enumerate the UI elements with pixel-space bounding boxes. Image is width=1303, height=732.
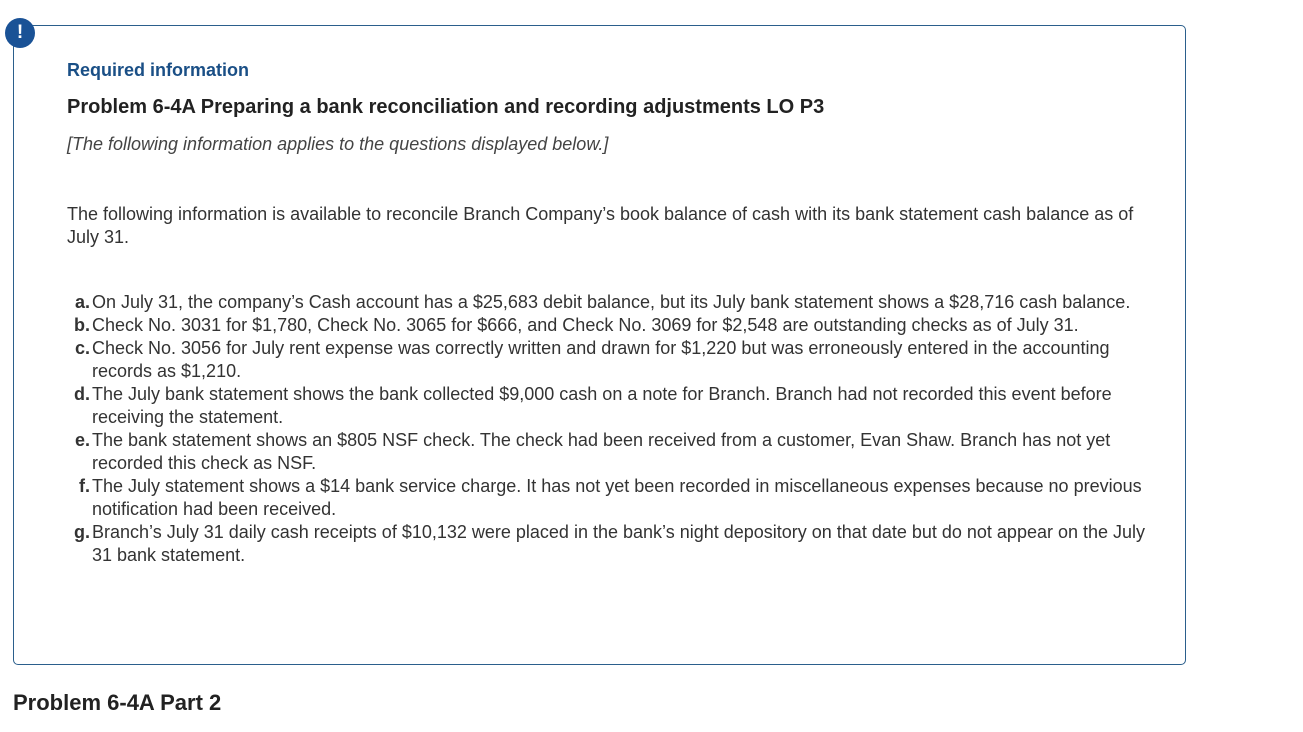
- item-text: On July 31, the company’s Cash account has a $25,683 debit balance, but its July bank statement shows a $28,716 cash balance.: [92, 292, 1131, 312]
- list-item-d: [70, 383, 1160, 429]
- information-list: [70, 291, 1160, 567]
- list-item-a: [70, 291, 1160, 314]
- list-item-e: [70, 429, 1160, 475]
- problem-title: Problem 6-4A Preparing a bank reconciliation and recording adjustments LO P3: [67, 96, 825, 118]
- item-text: Check No. 3056 for July rent expense was correctly written and drawn for $1,220 but was erroneously entered in the accounting records as $1,210.: [92, 338, 1110, 381]
- item-text: Branch’s July 31 daily cash receipts of $10,132 were placed in the bank’s night depository on that date but do not appear on the July 31 bank statement.: [92, 522, 1146, 565]
- list-item-c: [70, 337, 1160, 383]
- item-letter: d.: [74, 384, 90, 404]
- item-letter: a.: [74, 292, 90, 312]
- item-letter: f.: [79, 476, 90, 496]
- item-text: The July statement shows a $14 bank service charge. It has not yet been recorded in miscellaneous expenses because no previous notification had been received.: [92, 476, 1142, 519]
- item-letter: c.: [74, 338, 90, 358]
- item-letter: e.: [74, 430, 90, 450]
- list-item-g: [70, 521, 1160, 567]
- item-text: The bank statement shows an $805 NSF check. The check had been received from a customer, Evan Shaw. Branch has not yet recorded this check as NSF.: [92, 430, 1111, 473]
- item-text: The July bank statement shows the bank collected $9,000 cash on a note for Branch. Branch had not recorded this event before receiving the statement.: [92, 384, 1112, 427]
- part-title: Problem 6-4A Part 2: [13, 690, 222, 715]
- required-info-panel: [13, 25, 1186, 665]
- item-letter: b.: [74, 315, 90, 335]
- list-item-b: [70, 314, 1160, 337]
- list-item-f: [70, 475, 1160, 521]
- info-note: [The following information applies to the questions displayed below.]: [67, 134, 609, 154]
- alert-icon: !: [5, 18, 35, 48]
- item-letter: g.: [74, 522, 90, 542]
- item-text: Check No. 3031 for $1,780, Check No. 3065 for $666, and Check No. 3069 for $2,548 are outstanding checks as of July 31.: [92, 315, 1079, 335]
- required-info-label: Required information: [67, 60, 250, 80]
- intro-paragraph: The following information is available to reconcile Branch Company’s book balance of cash with its bank statement cash balance as of July 31.: [67, 204, 1134, 247]
